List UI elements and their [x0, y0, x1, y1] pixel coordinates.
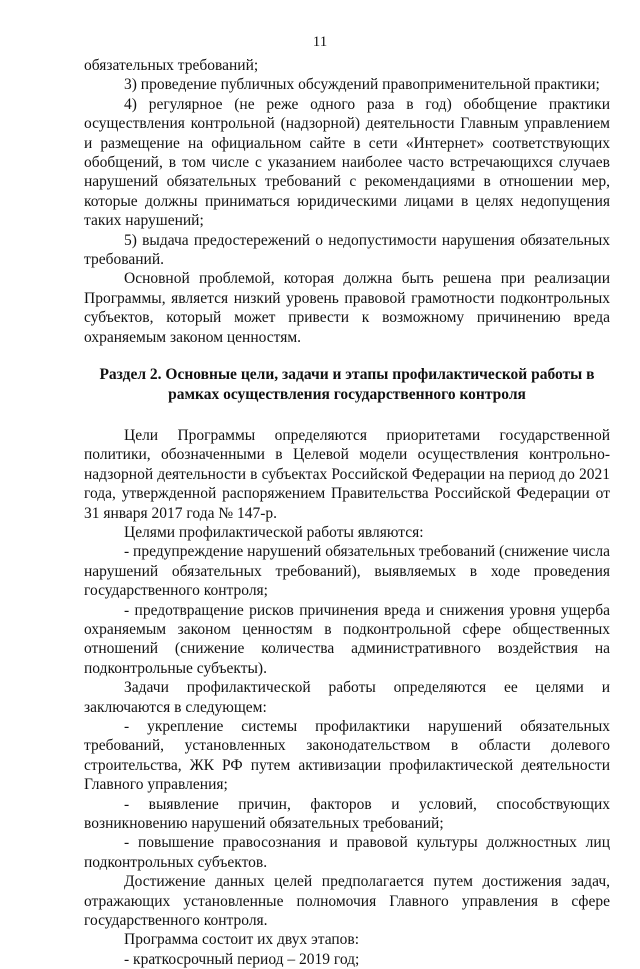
paragraph: - выявление причин, факторов и условий, способствующих возникновению нарушений обязательных требований;: [84, 795, 610, 833]
paragraph: Основной проблемой, которая должна быть решена при реализации Программы, является низкий уровень правовой грамотности подконтрольных субъектов, который может привести к возможному причинению вреда охраняемым законом ценностям.: [84, 270, 610, 346]
paragraph: - укрепление системы профилактики нарушений обязательных требований, установленных законодательством в области долевого строительства, ЖК РФ путем активизации профилактической деятельности Главного управления;: [84, 718, 610, 794]
paragraphs-bottom: [84, 426, 610, 969]
paragraphs-top: [84, 56, 610, 347]
paragraph: Задачи профилактической работы определяются ее целями и заключаются в следующем:: [84, 679, 610, 716]
paragraph: Программа состоит их двух этапов:: [124, 931, 360, 949]
paragraph: - краткосрочный период – 2019 год;: [124, 950, 360, 968]
paragraph: - предупреждение нарушений обязательных требований (снижение числа нарушений обязательных требований), выявляемых в ходе проведения государственного контроля;: [84, 543, 610, 600]
section-heading: Раздел 2. Основные цели, задачи и этапы профилактической работы в рамках осуществления государственного контроля: [99, 366, 595, 403]
paragraph: 5) выдача предостережений о недопустимости нарушения обязательных требований.: [84, 231, 610, 269]
paragraph: Целями профилактической работы являются:: [124, 523, 424, 541]
paragraph: обязательных требований;: [84, 57, 259, 74]
document-body: [84, 56, 610, 969]
paragraph: Цели Программы определяются приоритетами государственной политики, обозначенными в Целевой модели осуществления контрольно-надзорной деятельности в субъектах Российской Федерации на период до 2021 года, утвержденной распоряжением Правительства Российской Федерации от 31 января 2017 года № 147-р.: [84, 426, 610, 522]
paragraph: 4) регулярное (не реже одного раза в год) обобщение практики осуществления контрольной (надзорной) деятельности Главным управлением и размещение на официальном сайте в сети «Интернет» соответствующих обобщений, в том числе с указанием наиболее часто встречающихся случаев нарушений обязательных требований с рекомендациями в отношении мер, которые должны приниматься юридическими лицами в целях недопущения таких нарушений;: [84, 95, 610, 230]
paragraph: Достижение данных целей предполагается путем достижения задач, отражающих установленные полномочия Главного управления в сфере государственного контроля.: [84, 873, 610, 930]
paragraph: - предотвращение рисков причинения вреда и снижения уровня ущерба охраняемым законом ценностям в подконтрольной сфере общественных отношений (снижение количества административного воздействия на подконтрольные субъекты).: [84, 601, 610, 677]
page-number: 11: [312, 34, 328, 50]
paragraph: 3) проведение публичных обсуждений правоприменительной практики;: [124, 76, 600, 94]
paragraph: - повышение правосознания и правовой культуры должностных лиц подконтрольных субъектов.: [84, 834, 610, 871]
